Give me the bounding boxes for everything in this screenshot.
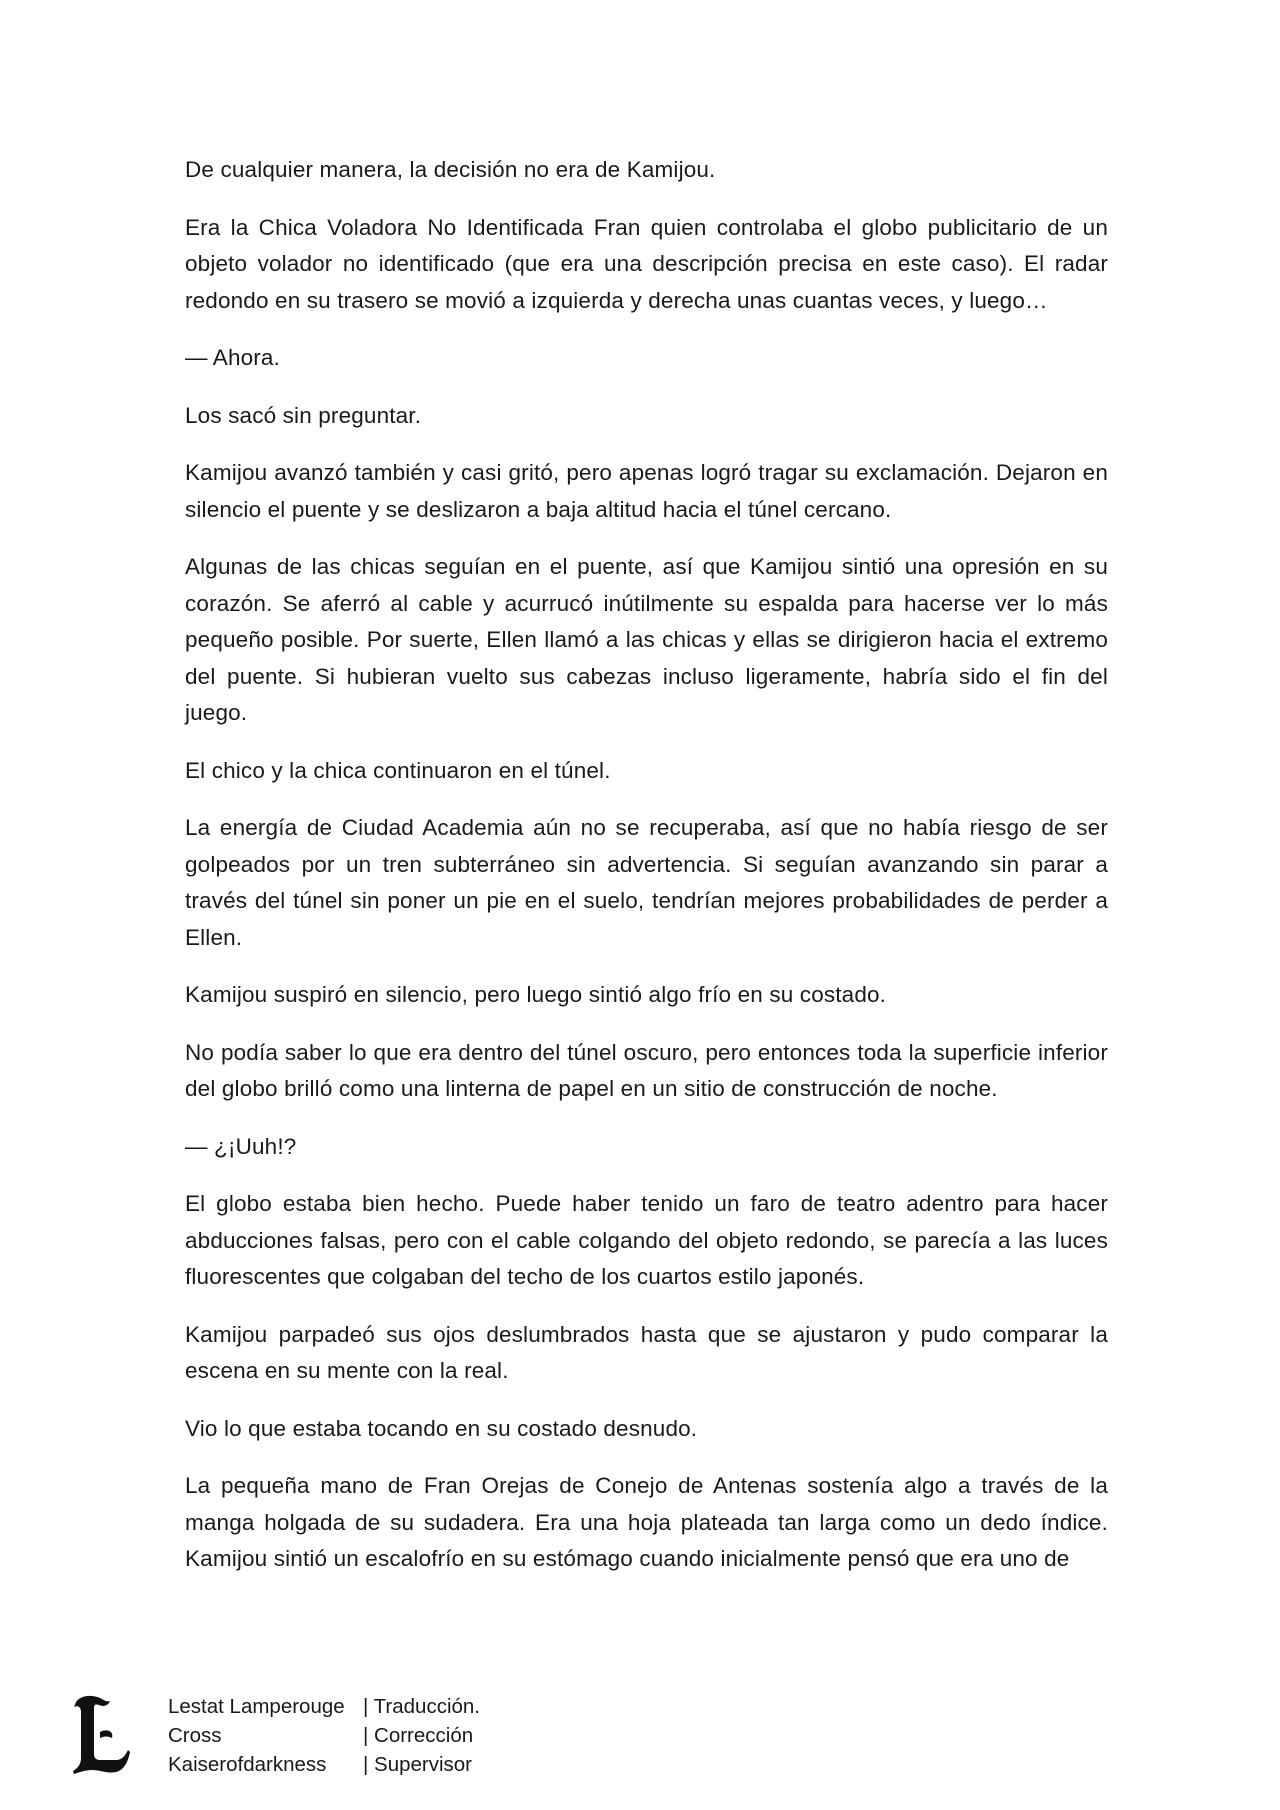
paragraph: Era la Chica Voladora No Identificada Fran quien controlaba el globo publicitario de un objeto volador no identificado (que era una descripción precisa en este caso). El radar redondo en su trasero se movió a izquierda y derecha unas cuantas veces, y luego…: [185, 214, 1108, 313]
credits-block: [168, 1692, 480, 1779]
credit-name: Cross: [168, 1724, 222, 1747]
paragraph: Vio lo que estaba tocando en su costado desnudo.: [185, 1415, 698, 1441]
paragraph: No podía saber lo que era dentro del túnel oscuro, pero entonces toda la superficie inferior del globo brilló como una linterna de papel en un sitio de construcción de noche.: [185, 1039, 1108, 1101]
paragraph: — Ahora.: [185, 345, 281, 370]
page-body: [185, 152, 1108, 1599]
credit-role: | Supervisor: [363, 1753, 473, 1776]
paragraph: El chico y la chica continuaron en el túnel.: [185, 757, 611, 783]
paragraph: Los sacó sin preguntar.: [185, 402, 422, 428]
paragraph: Kamijou parpadeó sus ojos deslumbrados hasta que se ajustaron y pudo comparar la escena en su mente con la real.: [185, 1321, 1108, 1383]
credit-role: | Corrección: [363, 1724, 474, 1747]
gothic-letter-l-icon: [70, 1692, 132, 1776]
credit-row: [168, 1750, 480, 1779]
paragraph: De cualquier manera, la decisión no era de Kamijou.: [185, 157, 716, 182]
paragraph: Kamijou suspiró en silencio, pero luego sintió algo frío en su costado.: [185, 982, 887, 1007]
paragraph: La pequeña mano de Fran Orejas de Conejo de Antenas sostenía algo a través de la manga holgada de su sudadera. Era una hoja plateada tan larga como un dedo índice. Kamijou sintió un escalofrío en su estómago cuando inicialmente pensó que era uno de: [185, 1473, 1108, 1571]
credit-name: Kaiserofdarkness: [168, 1753, 327, 1776]
paragraph: — ¿¡Uuh!?: [185, 1133, 297, 1159]
credit-row: [168, 1721, 480, 1750]
paragraph: La energía de Ciudad Academia aún no se recuperaba, así que no había riesgo de ser golpeados por un tren subterráneo sin advertencia. Si seguían avanzando sin parar a través del túnel sin poner un pie en el suelo, tendrían mejores probabilidades de perder a Ellen.: [185, 815, 1108, 950]
paragraph: Algunas de las chicas seguían en el puente, así que Kamijou sintió una opresión en su corazón. Se aferró al cable y acurrucó inútilmente su espalda para hacerse ver lo más pequeño posible. Por suerte, Ellen llamó a las chicas y ellas se dirigieron hacia el extremo del puente. Si hubieran vuelto sus cabezas incluso ligeramente, habría sido el fin del juego.: [185, 554, 1108, 725]
paragraph: Kamijou avanzó también y casi gritó, pero apenas logró tragar su exclamación. Dejaron en silencio el puente y se deslizaron a baja altitud hacia el túnel cercano.: [185, 460, 1108, 522]
credit-row: [168, 1692, 480, 1721]
credit-name: Lestat Lamperouge: [168, 1695, 345, 1718]
paragraph: El globo estaba bien hecho. Puede haber tenido un faro de teatro adentro para hacer abducciones falsas, pero con el cable colgando del objeto redondo, se parecía a las luces fluorescentes que colgaban del techo de los cuartos estilo japonés.: [185, 1191, 1108, 1289]
credit-role: | Traducción.: [363, 1695, 480, 1718]
